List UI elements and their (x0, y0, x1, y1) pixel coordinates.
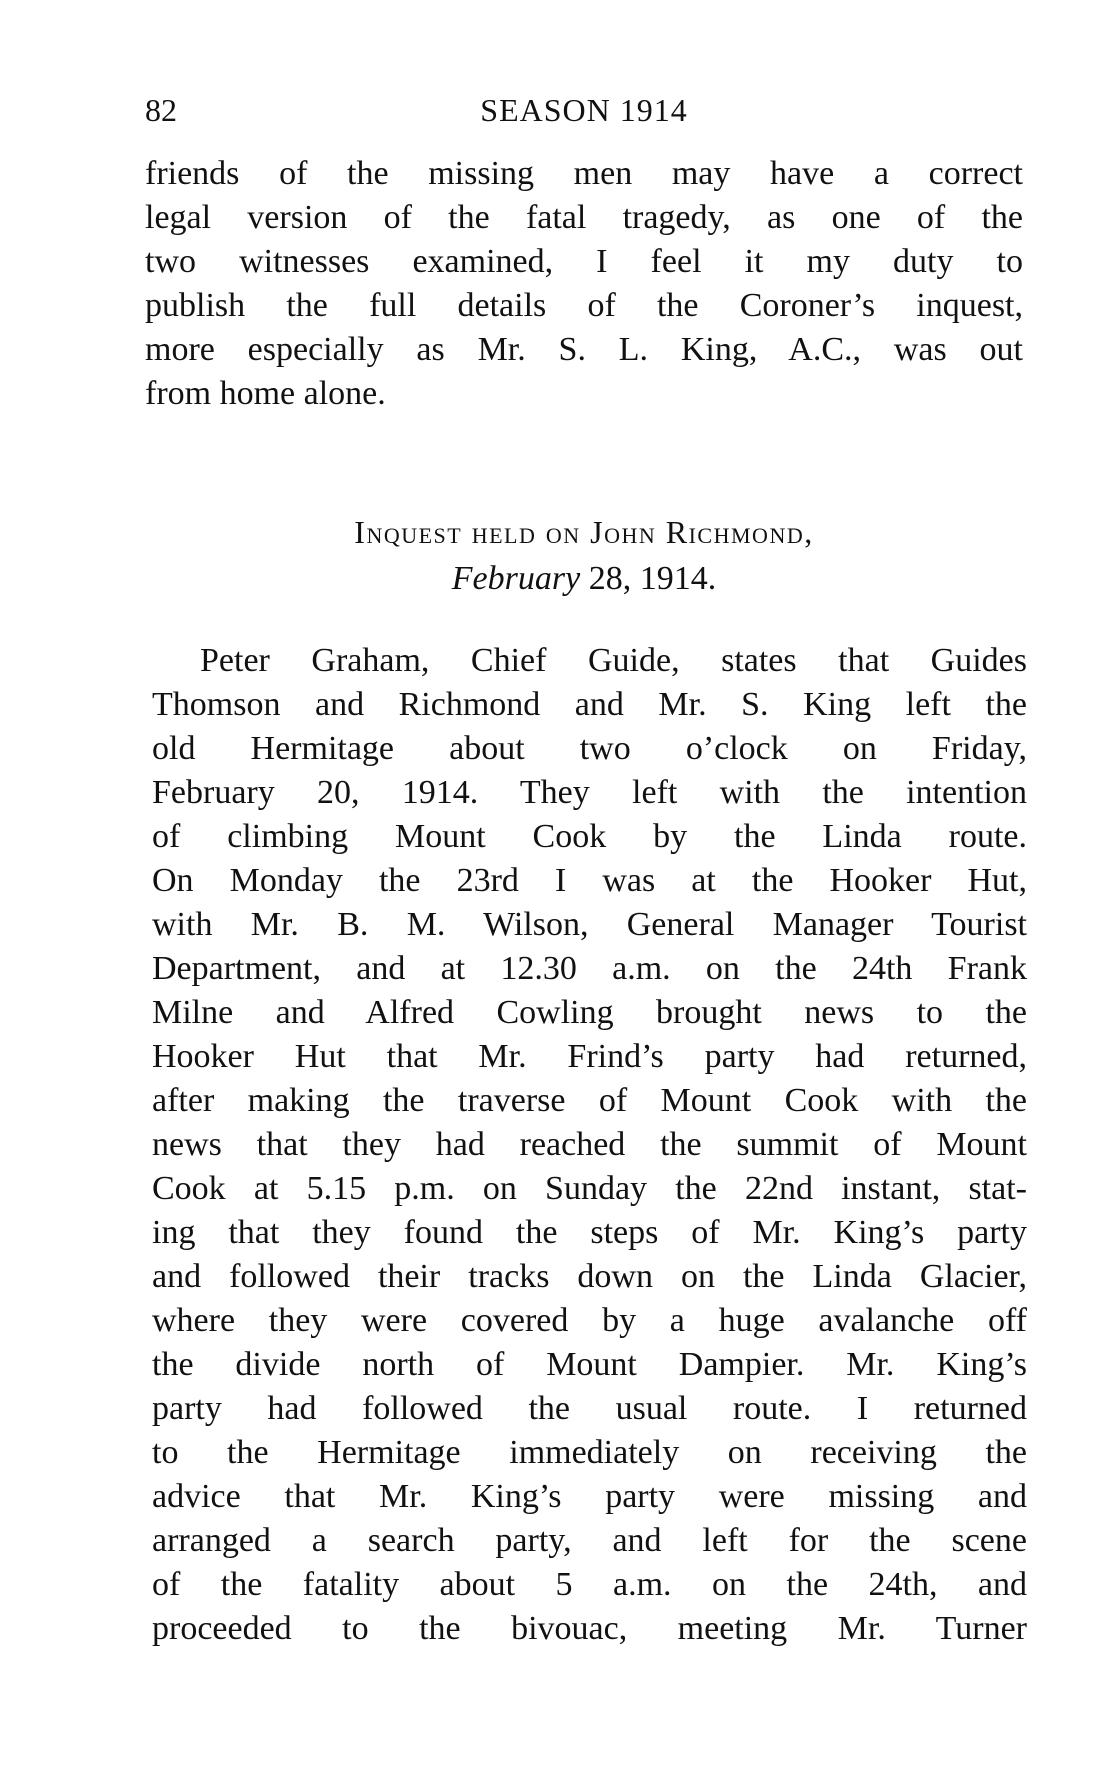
text-line: two witnesses examined, I feel it my duty to (145, 243, 1023, 280)
page-number: 82 (145, 92, 177, 128)
paragraph-intro (145, 152, 1023, 416)
text-line: more especially as Mr. S. L. King, A.C., was out (145, 331, 1023, 368)
text-line: after making the traverse of Mount Cook with the (152, 1082, 1027, 1119)
text-line: advice that Mr. King’s party were missing and (152, 1478, 1027, 1515)
text-line: publish the full details of the Coroner’s inquest, (145, 287, 1023, 324)
text-line: friends of the missing men may have a correct (145, 155, 1023, 192)
text-line: to the Hermitage immediately on receiving the (152, 1434, 1027, 1471)
section-date (145, 557, 1023, 601)
text-line: the divide north of Mount Dampier. Mr. King’s (152, 1346, 1027, 1383)
text-line: Hooker Hut that Mr. Frind’s party had returned, (152, 1038, 1027, 1075)
text-line: February 20, 1914. They left with the intention (152, 774, 1027, 811)
text-line: and followed their tracks down on the Linda Glacier, (152, 1258, 1027, 1295)
text-line: Cook at 5.15 p.m. on Sunday the 22nd instant, stat- (152, 1170, 1027, 1207)
text-line: Peter Graham, Chief Guide, states that Guides (200, 642, 1027, 679)
running-head: SEASON 1914 (480, 92, 688, 128)
text-line: ing that they found the steps of Mr. King’s party (152, 1214, 1027, 1251)
text-line: Department, and at 12.30 a.m. on the 24th Frank (152, 950, 1027, 987)
text-line: from home alone. (145, 375, 386, 412)
paragraph-inquest (152, 639, 1027, 1651)
page-header (145, 88, 1023, 132)
text-line: of the fatality about 5 a.m. on the 24th, and (152, 1566, 1027, 1603)
section-heading: Inquest held on John Richmond, (354, 514, 814, 550)
date-day-year: 28, 1914. (580, 560, 717, 597)
text-line: of climbing Mount Cook by the Linda route. (152, 818, 1027, 855)
text-line: news that they had reached the summit of Mount (152, 1126, 1027, 1163)
text-line: Thomson and Richmond and Mr. S. King left the (152, 686, 1027, 723)
text-line: party had followed the usual route. I returned (152, 1390, 1027, 1427)
text-line: Milne and Alfred Cowling brought news to the (152, 994, 1027, 1031)
text-line: legal version of the fatal tragedy, as one of the (145, 199, 1023, 236)
text-line: with Mr. B. M. Wilson, General Manager Tourist (152, 906, 1027, 943)
text-line: arranged a search party, and left for the scene (152, 1522, 1027, 1559)
text-line: where they were covered by a huge avalanche off (152, 1302, 1027, 1339)
date-month: February (451, 560, 581, 597)
text-line: old Hermitage about two o’clock on Friday, (152, 730, 1027, 767)
text-line: proceeded to the bivouac, meeting Mr. Turner (152, 1610, 1027, 1647)
text-line: On Monday the 23rd I was at the Hooker Hut, (152, 862, 1027, 899)
